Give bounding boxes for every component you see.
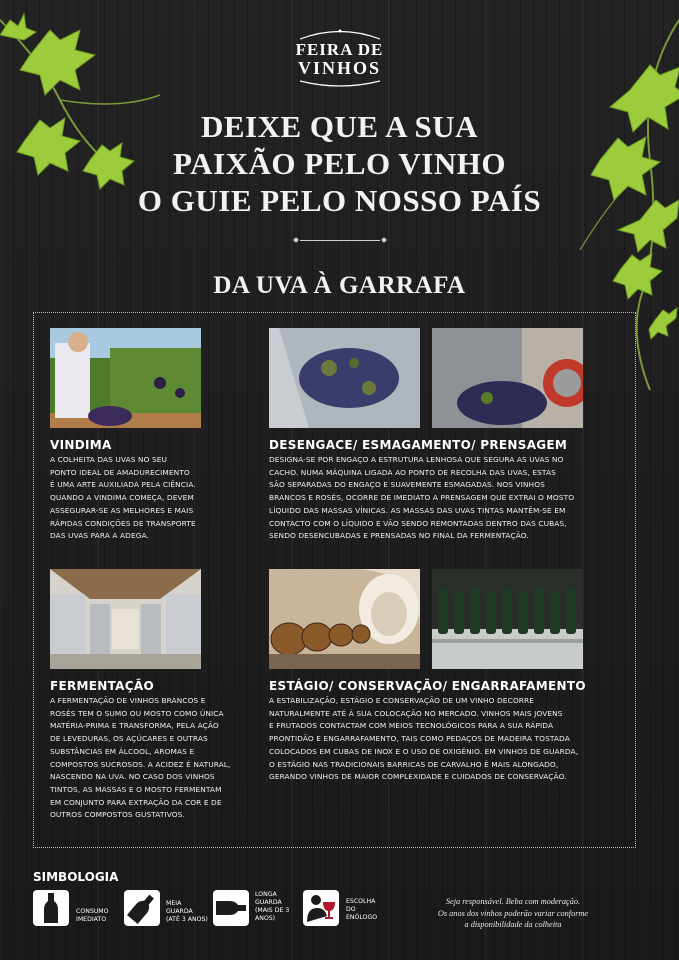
feira-de-vinhos-logo — [0, 28, 679, 89]
text-line: NASCENDO NA UVA. NO CASO DOS VINHOS — [50, 772, 215, 782]
section-title-fermentacao: FERMENTAÇÃO — [50, 679, 154, 693]
section-body-vindima — [50, 454, 250, 543]
text-line: SUBSTÂNCIAS EM ÁLCOOL, AROMAS E — [50, 746, 195, 756]
text-line: RÁPIDAS CONDIÇÕES DE TRANSPORTE — [50, 518, 196, 528]
text-line: SENDO DESENCUBADAS E PRENSADAS NO FINAL DA FERMENTAÇÃO. — [269, 531, 529, 541]
text-line: LÍQUIDO DAS MASSAS VÍNICAS. AS MASSAS DAS UVAS TINTAS MANTÊM-SE EM — [269, 505, 566, 515]
text-line: BRANCOS E ROSÉS, OCORRE DE IMEDIATO A PRENSAGEM QUE EXTRAI O MOSTO — [269, 493, 575, 503]
photo-desengace-2 — [432, 328, 583, 428]
symbol-label-escolha: ESCOLHA DO ENÓLOGO — [346, 898, 378, 921]
symbol-label-longa-guarda: LONGA GUARDA (MAIS DE 3 ANOS) — [255, 891, 290, 922]
text-line: CACHO. NUMA MÁQUINA LIGADA AO PONTO DE RECOLHA DAS UVAS, ESTAS — [269, 467, 556, 477]
subhead: DA UVA À GARRAFA — [213, 272, 466, 299]
text-line: DESIGNA-SE POR ENGAÇO A ESTRUTURA LENHOSA QUE SEGURA AS UVAS NO — [269, 455, 564, 464]
tilted-bottle-icon — [124, 890, 160, 926]
lying-bottle-icon — [213, 890, 249, 926]
photo-vindima — [50, 328, 201, 428]
symbol-label-consumo: CONSUMO IMEDIATO — [76, 908, 109, 923]
disclaimer-line-1: Seja responsável. Beba com moderação. — [445, 897, 581, 906]
logo-underline-icon — [295, 79, 385, 89]
text-line: CONTACTO COM O LÍQUIDO E VÃO SENDO REMONTADAS DENTRO DAS CUBAS, — [269, 518, 567, 528]
photo-estagio-1 — [269, 569, 420, 669]
section-title-desengace: DESENGACE/ ESMAGAMENTO/ PRENSAGEM — [269, 438, 568, 452]
text-line: A COLHEITA DAS UVAS NO SEU — [50, 455, 168, 464]
disclaimer-line-3: a disponibilidade da colheita — [464, 920, 562, 929]
text-line: SÃO SEPARADAS DO ENGAÇO E SUAVEMENTE ESMAGADAS. NOS VINHOS — [269, 480, 545, 490]
headline-line-3: O GUIE PELO NOSSO PAÍS — [137, 183, 542, 218]
headline-line-1: DEIXE QUE A SUA — [200, 109, 479, 144]
text-line: EM CONJUNTO PARA EXTRAÇÃO DA COR E DE — [50, 797, 222, 807]
simbologia-title: SIMBOLOGIA — [33, 870, 119, 884]
text-line: PRONTIDÃO E ENGARRAFAMENTO, TAIS COMO PEDAÇOS DE MADEIRA TOSTADA — [269, 734, 570, 744]
logo-arc-icon — [295, 28, 385, 40]
text-line: A FERMENTAÇÃO DE VINHOS BRANCOS E — [50, 696, 206, 705]
symbol-label-meia-guarda: MEIA GUARDA (ATÉ 3 ANOS) — [166, 900, 208, 923]
divider — [300, 240, 380, 241]
text-line: COMPOSTOS SUCROSOS. A ACIDEZ É NATURAL, — [50, 759, 231, 769]
section-title-vindima: VINDIMA — [50, 438, 112, 452]
disclaimer — [398, 896, 628, 931]
section-body-desengace — [269, 454, 629, 543]
text-line: NATURALMENTE ATÉ À SUA COLOCAÇÃO NO MERCADO. VINHOS MAIS JOVENS — [269, 708, 563, 718]
text-line: ASSEGURAR-SE AS MELHORES E MAIS — [50, 505, 194, 515]
text-line: O ESTÁGIO NAS TRADICIONAIS BARRICAS DE CARVALHO É MAIS ALONGADO, — [269, 759, 559, 769]
text-line: DE LEVEDURAS, OS AÇÚCARES E OUTRAS — [50, 734, 208, 744]
text-line: TINTOS, AS MASSAS E O MOSTO FERMENTAM — [50, 784, 222, 794]
section-body-estagio — [269, 695, 629, 784]
text-line: É UMA ARTE AUXILIADA PELA CIÊNCIA. — [50, 480, 196, 490]
text-line: ROSÉS TEM O SUMO OU MOSTO COMO ÚNICA — [50, 708, 224, 718]
logo-line1: FEIRA DE — [295, 40, 384, 59]
text-line: COLOCADOS EM CUBAS DE INOX E O USO DE OXIGÉNIO. EM VINHOS DE GUARDA, — [269, 746, 579, 756]
text-line: OUTROS COMPOSTOS GUSTATIVOS. — [50, 810, 185, 820]
photo-fermentacao — [50, 569, 201, 669]
bottle-icon — [33, 890, 69, 926]
text-line: A ESTABILIZAÇÃO, ESTÁGIO E CONSERVAÇÃO DE UM VINHO DECORRE — [269, 696, 534, 705]
section-title-estagio: ESTÁGIO/ CONSERVAÇÃO/ ENGARRAFAMENTO — [269, 679, 586, 693]
text-line: QUANDO A VINDIMA COMEÇA, DEVEM — [50, 493, 194, 503]
text-line: PONTO IDEAL DE AMADURECIMENTO — [50, 467, 190, 477]
disclaimer-line-2: Os anos dos vinhos poderão variar conforme — [437, 908, 589, 918]
headline — [0, 108, 679, 219]
text-line: GERANDO VINHOS DE MAIOR COMPLEXIDADE E CUIDADOS DE CONSERVAÇÃO. — [269, 772, 567, 782]
headline-line-2: PAIXÃO PELO VINHO — [173, 146, 506, 181]
text-line: MATÉRIA-PRIMA E TRANSFORMA, PELA AÇÃO — [50, 721, 219, 731]
photo-estagio-2 — [432, 569, 583, 669]
logo-line2: VINHOS — [297, 58, 381, 78]
section-body-fermentacao — [50, 695, 260, 822]
text-line: DAS UVAS PARA A ADEGA. — [50, 531, 150, 541]
photo-desengace-1 — [269, 328, 420, 428]
text-line: E FRUTADOS CONTACTAM COM MEIOS TECNOLÓGICOS PARA A SUA RÁPIDA — [269, 721, 554, 731]
oenologist-icon — [303, 890, 339, 926]
